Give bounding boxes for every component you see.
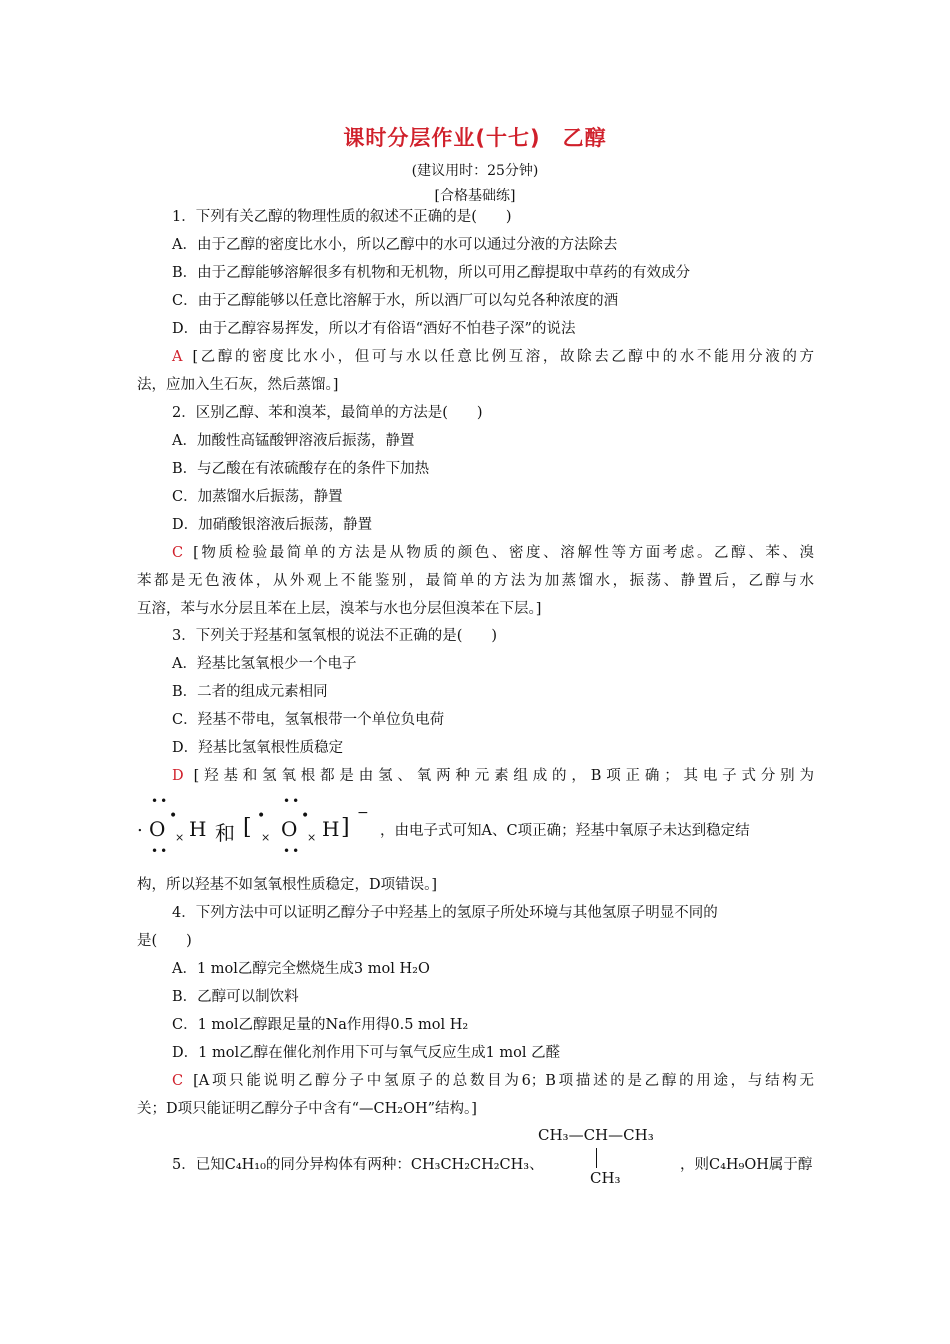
q2-explanation-line-3: 互溶，苯与水分层且苯在上层，溴苯与水也分层但溴苯在下层。] bbox=[137, 601, 542, 617]
lone-pair-dots: •• bbox=[283, 844, 302, 858]
lewis-dot: . bbox=[137, 815, 143, 836]
q3-option-b: B．二者的组成元素相同 bbox=[172, 684, 328, 700]
q3-option-c: C．羟基不带电，氢氧根带一个单位负电荷 bbox=[172, 712, 445, 728]
q1-answer: A bbox=[172, 349, 183, 365]
lewis-dot: • bbox=[257, 808, 266, 824]
q3-option-d: D．羟基比氢氧根性质稳定 bbox=[172, 740, 344, 756]
q1-stem: 1．下列有关乙醇的物理性质的叙述不正确的是( ) bbox=[172, 209, 512, 225]
q2-explanation-line-1 bbox=[137, 541, 814, 562]
q2-explanation-text-1: [物质检验最简单的方法是从物质的颜色、密度、溶解性等方面考虑。乙醇、苯、溴 bbox=[193, 545, 814, 561]
lewis-hydrogen: H bbox=[189, 817, 207, 841]
lewis-right-bracket: ] bbox=[341, 815, 350, 840]
lewis-structures bbox=[137, 795, 367, 857]
q4-stem-line-2: 是( ) bbox=[137, 933, 192, 949]
isobutane-structure bbox=[538, 1126, 678, 1196]
lewis-and: 和 bbox=[215, 821, 235, 845]
page-title: 课时分层作业(十七) 乙醇 bbox=[343, 126, 607, 150]
lone-pair-dots: •• bbox=[151, 794, 170, 808]
q4-option-d: D．1 mol乙醇在催化剂作用下可与氧气反应生成1 mol 乙醛 bbox=[172, 1045, 561, 1061]
lewis-hydrogen: H bbox=[322, 817, 340, 841]
q4-explanation-text-1: [A项只能说明乙醇分子中氢原子的总数目为6；B项描述的是乙醇的用途，与结构无 bbox=[193, 1073, 814, 1089]
q1-option-a: A．由于乙醇的密度比水小，所以乙醇中的水可以通过分液的方法除去 bbox=[172, 237, 618, 253]
q1-explanation-line-1 bbox=[137, 345, 814, 366]
q5-stem-pre: 5．已知C₄H₁₀的同分异构体有两种：CH₃CH₂CH₂CH₃、 bbox=[172, 1157, 544, 1173]
q3-stem: 3．下列关于羟基和氢氧根的说法不正确的是( ) bbox=[172, 628, 498, 644]
q3-explanation-line-1 bbox=[137, 764, 814, 785]
q4-option-b: B．乙醇可以制饮料 bbox=[172, 989, 299, 1005]
q4-option-a: A．1 mol乙醇完全燃烧生成3 mol H₂O bbox=[172, 961, 430, 977]
lewis-cross: × bbox=[261, 831, 271, 844]
q4-explanation-line-2: 关；D项只能证明乙醇分子中含有“—CH₂OH”结构。] bbox=[137, 1101, 477, 1117]
isobutane-bond bbox=[596, 1148, 597, 1168]
lone-pair-dots: •• bbox=[283, 794, 302, 808]
q1-option-c: C．由于乙醇能够以任意比溶解于水，所以酒厂可以勾兑各种浓度的酒 bbox=[172, 293, 619, 309]
q2-answer: C bbox=[172, 545, 184, 561]
q2-explanation-line-2 bbox=[137, 569, 814, 590]
q3-option-a: A．羟基比氢氧根少一个电子 bbox=[172, 656, 357, 672]
isobutane-branch: CH₃ bbox=[590, 1169, 621, 1187]
q3-explanation-line-3: 构，所以羟基不如氢氧根性质稳定，D项错误。] bbox=[137, 877, 438, 893]
lewis-dot: • bbox=[301, 808, 310, 824]
suggested-time: (建议用时：25分钟) bbox=[411, 163, 539, 179]
q3-explanation-text-1: [羟基和氢氧根都是由氢、氧两种元素组成的，B项正确；其电子式分别为 bbox=[193, 768, 814, 784]
q5-stem-post: ，则C₄H₉OH属于醇 bbox=[680, 1157, 813, 1173]
q1-explanation-line-2: 法，应加入生石灰，然后蒸馏。] bbox=[137, 377, 339, 393]
lewis-oxygen: O bbox=[281, 817, 298, 841]
q4-explanation-line-1 bbox=[137, 1069, 814, 1090]
q2-option-b: B．与乙酸在有浓硫酸存在的条件下加热 bbox=[172, 461, 430, 477]
q3-answer: D bbox=[172, 768, 184, 784]
q4-stem-line-1: 4．下列方法中可以证明乙醇分子中羟基上的氢原子所处环境与其他氢原子明显不同的 bbox=[172, 905, 718, 921]
q1-option-d: D．由于乙醇容易挥发，所以才有俗语“酒好不怕巷子深”的说法 bbox=[172, 321, 576, 337]
q2-option-d: D．加硝酸银溶液后振荡，静置 bbox=[172, 517, 373, 533]
section-label: [合格基础练] bbox=[434, 188, 516, 204]
q1-explanation-text-1: [乙醇的密度比水小，但可与水以任意比例互溶，故除去乙醇中的水不能用分液的方 bbox=[192, 349, 814, 365]
q2-explanation-text-2: 苯都是无色液体，从外观上不能鉴别，最简单的方法为加蒸馏水，振荡、静置后，乙醇与水 bbox=[137, 573, 814, 589]
q3-explanation-line-2: ，由电子式可知A、C项正确；羟基中氧原子未达到稳定结 bbox=[380, 823, 750, 839]
lone-pair-dots: •• bbox=[151, 844, 170, 858]
q2-stem: 2．区别乙醇、苯和溴苯，最简单的方法是( ) bbox=[172, 405, 483, 421]
q4-option-c: C．1 mol乙醇跟足量的Na作用得0.5 mol H₂ bbox=[172, 1017, 469, 1033]
q2-option-a: A．加酸性高锰酸钾溶液后振荡，静置 bbox=[172, 433, 415, 449]
q1-option-b: B．由于乙醇能够溶解很多有机物和无机物，所以可用乙醇提取中草药的有效成分 bbox=[172, 265, 691, 281]
q4-answer: C bbox=[172, 1073, 184, 1089]
isobutane-main-chain: CH₃—CH—CH₃ bbox=[538, 1126, 654, 1144]
lewis-charge: − bbox=[357, 805, 369, 821]
lewis-dot: • bbox=[169, 808, 178, 824]
q2-option-c: C．加蒸馏水后振荡，静置 bbox=[172, 489, 343, 505]
lewis-oxygen: O bbox=[149, 817, 166, 841]
lewis-left-bracket: [ bbox=[243, 815, 252, 840]
lewis-cross: × bbox=[307, 831, 317, 844]
lewis-cross: × bbox=[175, 831, 185, 844]
